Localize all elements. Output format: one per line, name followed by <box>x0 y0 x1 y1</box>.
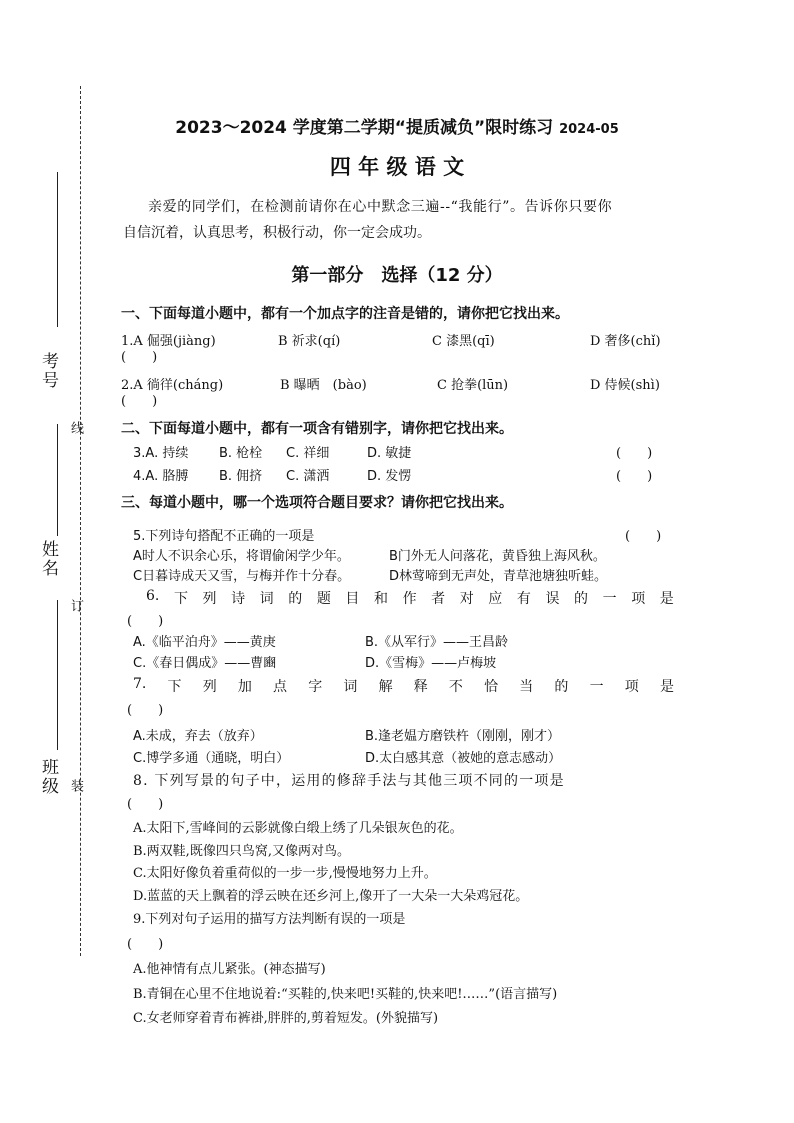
q7-stem-char: 下 <box>167 679 182 695</box>
q6-stem-char: 的 <box>574 591 589 607</box>
q6-stem-char: 应 <box>488 591 503 607</box>
q5-option-b: B门外无人问落花，黄昏独上海风秋。 <box>389 549 606 564</box>
q7-stem <box>133 676 674 696</box>
q7-stem-char: 是 <box>659 679 674 695</box>
q7-stem-char: 字 <box>308 679 323 695</box>
q9-answer-paren[interactable]: ( ) <box>127 937 164 952</box>
q6-stem <box>146 588 674 608</box>
q6-option-c: C.《春日偶成》——曹豳 <box>133 656 277 671</box>
q6-stem-char: 是 <box>659 591 674 607</box>
q1-option-b: B 祈求(qí) <box>278 334 341 349</box>
q6-option-b: B.《从军行》——王昌龄 <box>365 635 509 650</box>
q8-answer-paren[interactable]: ( ) <box>127 797 164 812</box>
subject-title: 四 年 级 语 文 <box>329 155 465 179</box>
q6-stem-char: 作 <box>402 591 417 607</box>
q7-stem-char: 不 <box>448 679 463 695</box>
xingming-underline <box>57 424 58 536</box>
exam-title-line <box>0 113 794 138</box>
q7-stem-char: 列 <box>202 679 217 695</box>
q7-stem-char: 项 <box>624 679 639 695</box>
q7-option-c: C.博学多通（通晓，明白） <box>133 751 290 766</box>
q7-stem-char: 点 <box>273 679 288 695</box>
q3-option-c: C. 祥细 <box>286 446 330 461</box>
q6-stem-char: 6. <box>146 588 160 604</box>
intro-line-2: 自信沉着，认真思考，积极行动，你一定会成功。 <box>123 225 431 241</box>
q7-stem-char: 当 <box>519 679 534 695</box>
q5-option-d: D林莺啼到无声处，青草池塘独听蛙。 <box>389 569 608 584</box>
exam-date: 2024-05 <box>559 122 619 137</box>
q6-option-a: A.《临平泊舟》——黄庚 <box>133 635 276 650</box>
q6-stem-char: 者 <box>431 591 446 607</box>
q4-option-d: D. 发愣 <box>367 469 412 484</box>
banji-label: 班级 <box>38 758 58 796</box>
q9-stem: 9.下列对句子运用的描写方法判断有误的一项是 <box>133 912 406 927</box>
q8-option-c: C.太阳好像负着重荷似的一步一步,慢慢地努力上升。 <box>133 866 437 881</box>
q7-stem-char: 一 <box>589 679 604 695</box>
q1-answer-paren[interactable]: ( ) <box>121 350 158 365</box>
q7-stem-char: 词 <box>343 679 358 695</box>
q6-stem-char: 题 <box>316 591 331 607</box>
section-2-heading: 二、下面每道小题中，都有一项含有错别字，请你把它找出来。 <box>121 421 513 437</box>
q8-option-a: A.太阳下,雪峰间的云影就像白缎上绣了几朵银灰色的花。 <box>133 821 463 836</box>
q7-stem-char: 释 <box>413 679 428 695</box>
q4-answer-paren[interactable]: ( ) <box>616 469 653 484</box>
q5-option-a: A时人不识余心乐，将谓偷闲学少年。 <box>133 549 350 564</box>
q6-option-d: D.《雪梅》——卢梅坡 <box>365 656 497 671</box>
q2-option-a: 2.A 徜徉(cháng) <box>121 378 224 393</box>
q7-stem-char: 7. <box>133 676 147 692</box>
q3-option-a: 3.A. 持续 <box>133 446 189 461</box>
section-3-heading: 三、每道小题中，哪一个选项符合题目要求？请你把它找出来。 <box>121 495 513 511</box>
q8-stem: 8. 下列写景的句子中，运用的修辞手法与其他三项不同的一项是 <box>133 773 565 789</box>
q6-stem-char: 诗 <box>231 591 246 607</box>
q9-option-a: A.他神情有点儿紧张。(神态描写) <box>133 962 326 977</box>
q2-option-d: D 侍候(shì) <box>590 378 660 393</box>
q7-stem-char: 恰 <box>484 679 499 695</box>
q6-stem-char: 下 <box>173 591 188 607</box>
q5-option-c: C日暮诗成天又雪，与梅并作十分春。 <box>133 569 351 584</box>
q7-option-d: D.太白感其意（被她的意志感动） <box>365 751 562 766</box>
q7-option-b: B.逢老媪方磨铁杵（刚刚，刚才） <box>365 729 561 744</box>
q1-option-c: C 漆黑(qī) <box>432 334 495 349</box>
q7-stem-char: 解 <box>378 679 393 695</box>
q6-stem-char: 目 <box>345 591 360 607</box>
q8-option-d: D.蓝蓝的天上飘着的浮云映在还乡河上,像开了一大朵一大朵鸡冠花。 <box>133 889 529 904</box>
binding-dashed-line <box>80 86 81 956</box>
q8-option-b: B.两双鞋,既像四只鸟窝,又像两对鸟。 <box>133 844 350 859</box>
q2-answer-paren[interactable]: ( ) <box>121 394 158 409</box>
q6-stem-char: 的 <box>288 591 303 607</box>
q6-stem-char: 和 <box>373 591 388 607</box>
q6-stem-char: 列 <box>202 591 217 607</box>
exam-title: 2023～2024 学度第二学期“提质减负”限时练习 <box>175 118 554 138</box>
kaohao-label: 考号 <box>38 352 58 390</box>
q4-option-a: 4.A. 胳膊 <box>133 469 189 484</box>
q3-answer-paren[interactable]: ( ) <box>616 446 653 461</box>
zhuang-mark: 装 <box>68 779 83 794</box>
q5-stem: 5.下列诗句搭配不正确的一项是 <box>133 529 315 544</box>
section-1-heading: 一、下面每道小题中，都有一个加点字的注音是错的，请你把它找出来。 <box>121 306 569 322</box>
q6-stem-char: 有 <box>516 591 531 607</box>
q6-answer-paren[interactable]: ( ) <box>127 614 164 629</box>
xingming-label: 姓名 <box>38 540 58 578</box>
q3-option-b: B. 枪栓 <box>219 446 263 461</box>
q6-stem-char: 一 <box>602 591 617 607</box>
q1-option-d: D 奢侈(chǐ) <box>590 334 661 349</box>
q1-option-a: 1.A 倔强(jiàng) <box>121 334 216 349</box>
xian-mark: 线 <box>68 421 83 436</box>
q7-option-a: A.未成，弃去（放弃） <box>133 729 263 744</box>
q2-option-b: B 曝晒 (bào) <box>280 378 367 393</box>
q6-stem-char: 词 <box>259 591 274 607</box>
banji-underline <box>57 600 58 750</box>
q6-stem-char: 对 <box>459 591 474 607</box>
q6-stem-char: 误 <box>545 591 560 607</box>
q9-option-b: B.青铜在心里不住地说着:“买鞋的,快来吧!买鞋的,快来吧!……”(语言描写) <box>133 987 558 1002</box>
intro-line-1: 亲爱的同学们，在检测前请你在心中默念三遍--“我能行”。告诉你只要你 <box>148 199 613 215</box>
q7-stem-char: 的 <box>554 679 569 695</box>
kaohao-underline <box>57 172 58 327</box>
q4-option-b: B. 佣挤 <box>219 469 263 484</box>
q6-stem-char: 项 <box>631 591 646 607</box>
q5-answer-paren[interactable]: ( ) <box>625 529 662 544</box>
q7-answer-paren[interactable]: ( ) <box>127 703 164 718</box>
part1-title: 第一部分 选择（12 分） <box>291 265 503 286</box>
q9-option-c: C.女老师穿着青布裤褂,胖胖的,剪着短发。(外貌描写) <box>133 1011 439 1026</box>
q3-option-d: D. 敏捷 <box>367 446 412 461</box>
q2-option-c: C 抢拳(lūn) <box>437 378 509 393</box>
q4-option-c: C. 潇洒 <box>286 469 330 484</box>
ding-mark: 订 <box>68 599 83 614</box>
q7-stem-char: 加 <box>237 679 252 695</box>
